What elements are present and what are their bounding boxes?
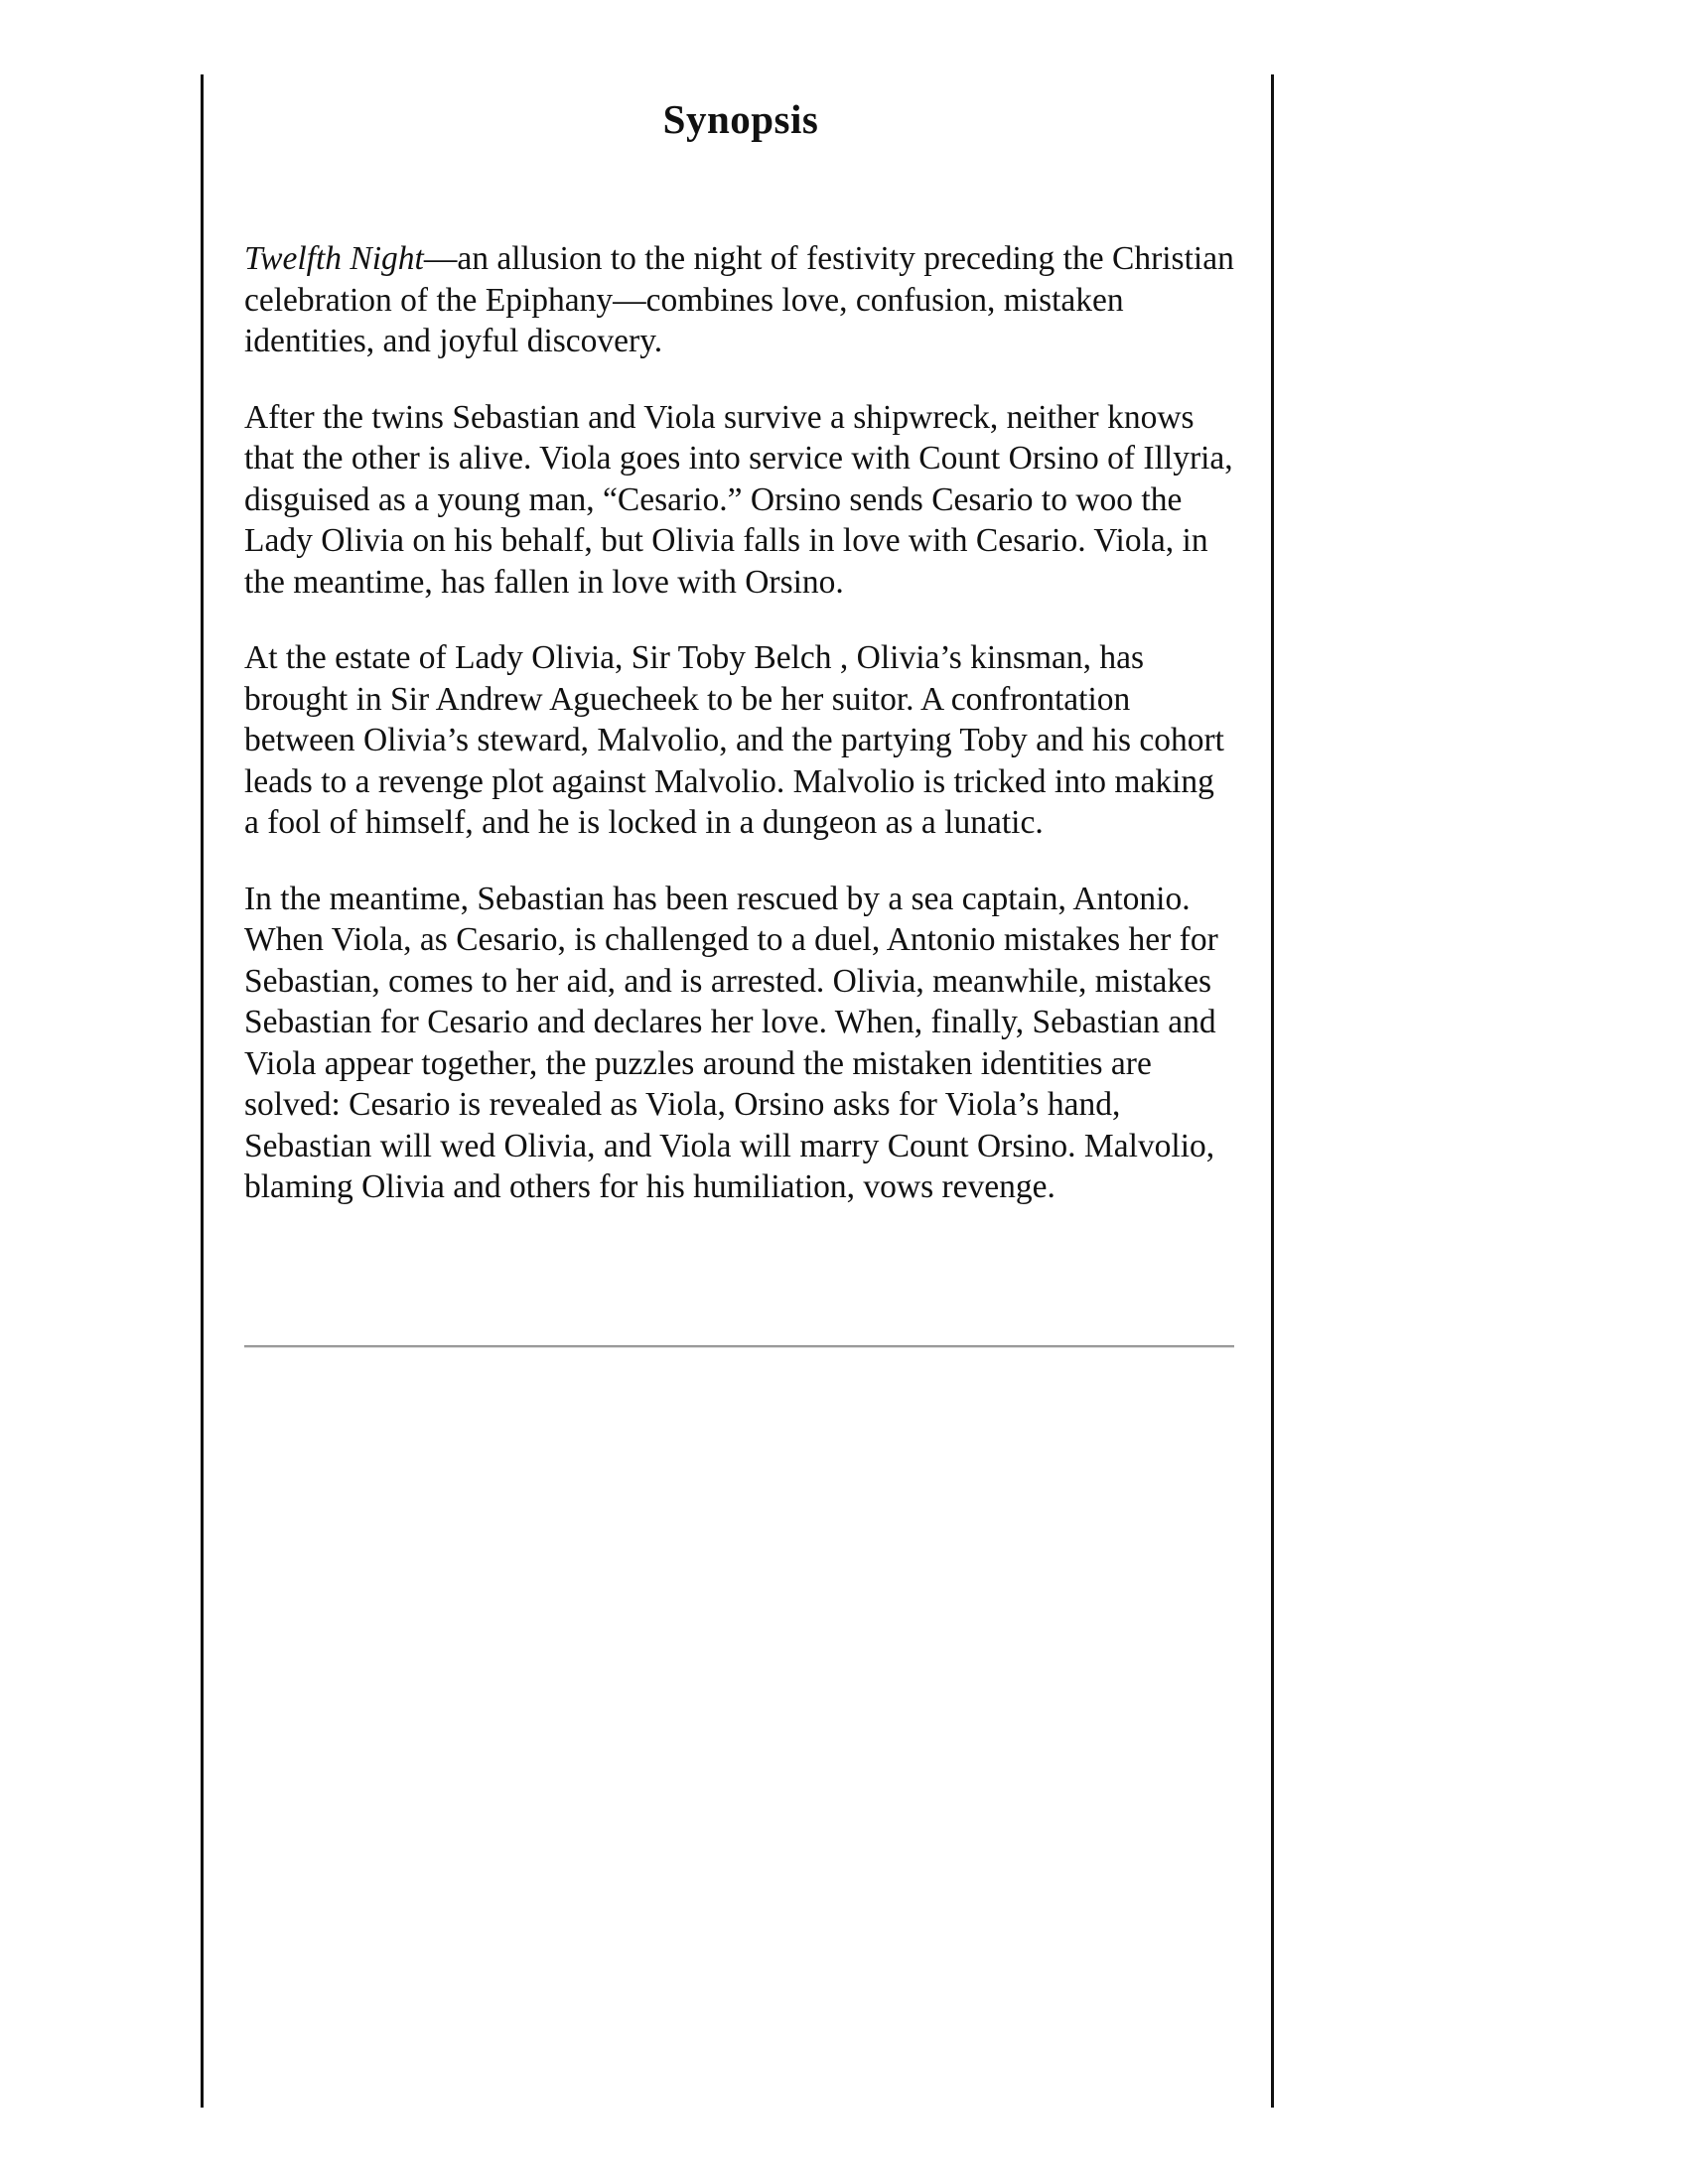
- synopsis-content: [244, 95, 1237, 1243]
- play-title-italic: Twelfth Night: [244, 240, 424, 277]
- paragraph-olivia-estate: At the estate of Lady Olivia, Sir Toby Belch , Olivia’s kinsman, has brought in Sir Andrew Aguecheek to be her suitor. A confrontation between Olivia’s steward, Malvolio, and the partying Toby and his cohort leads to a revenge plot against Malvolio. Malvolio is tricked into making a fool of himself, and he is locked in a dungeon as a lunatic.: [244, 639, 1224, 841]
- horizontal-divider: [244, 1345, 1234, 1348]
- paragraph-resolution: In the meantime, Sebastian has been rescued by a sea captain, Antonio. When Viola, as Cesario, is challenged to a duel, Antonio mistakes her for Sebastian, comes to her aid, and is arrested. Olivia, meanwhile, mistakes Sebastian for Cesario and declares her love. When, finally, Sebastian and Viola appear together, the puzzles around the mistaken identities are solved: Cesario is revealed as Viola, Orsino asks for Viola’s hand, Sebastian will wed Olivia, and Viola will marry Count Orsino. Malvolio, blaming Olivia and others for his humiliation, vows revenge.: [244, 880, 1218, 1205]
- paragraph-shipwreck: After the twins Sebastian and Viola survive a shipwreck, neither knows that the other is alive. Viola goes into service with Count Orsino of Illyria, disguised as a young man, “Cesario.” Orsino sends Cesario to woo the Lady Olivia on his behalf, but Olivia falls in love with Cesario. Viola, in the meantime, has fallen in love with Orsino.: [244, 398, 1233, 601]
- paragraph-intro: [244, 238, 1237, 362]
- right-margin-rule: [1271, 74, 1274, 2108]
- paragraph-intro-text: —an allusion to the night of festivity preceding the Christian celebration of the Epiphany—combines love, confusion, mistaken identities, and joyful discovery.: [244, 240, 1234, 359]
- left-margin-rule: [201, 74, 204, 2108]
- page-title: Synopsis: [662, 96, 819, 142]
